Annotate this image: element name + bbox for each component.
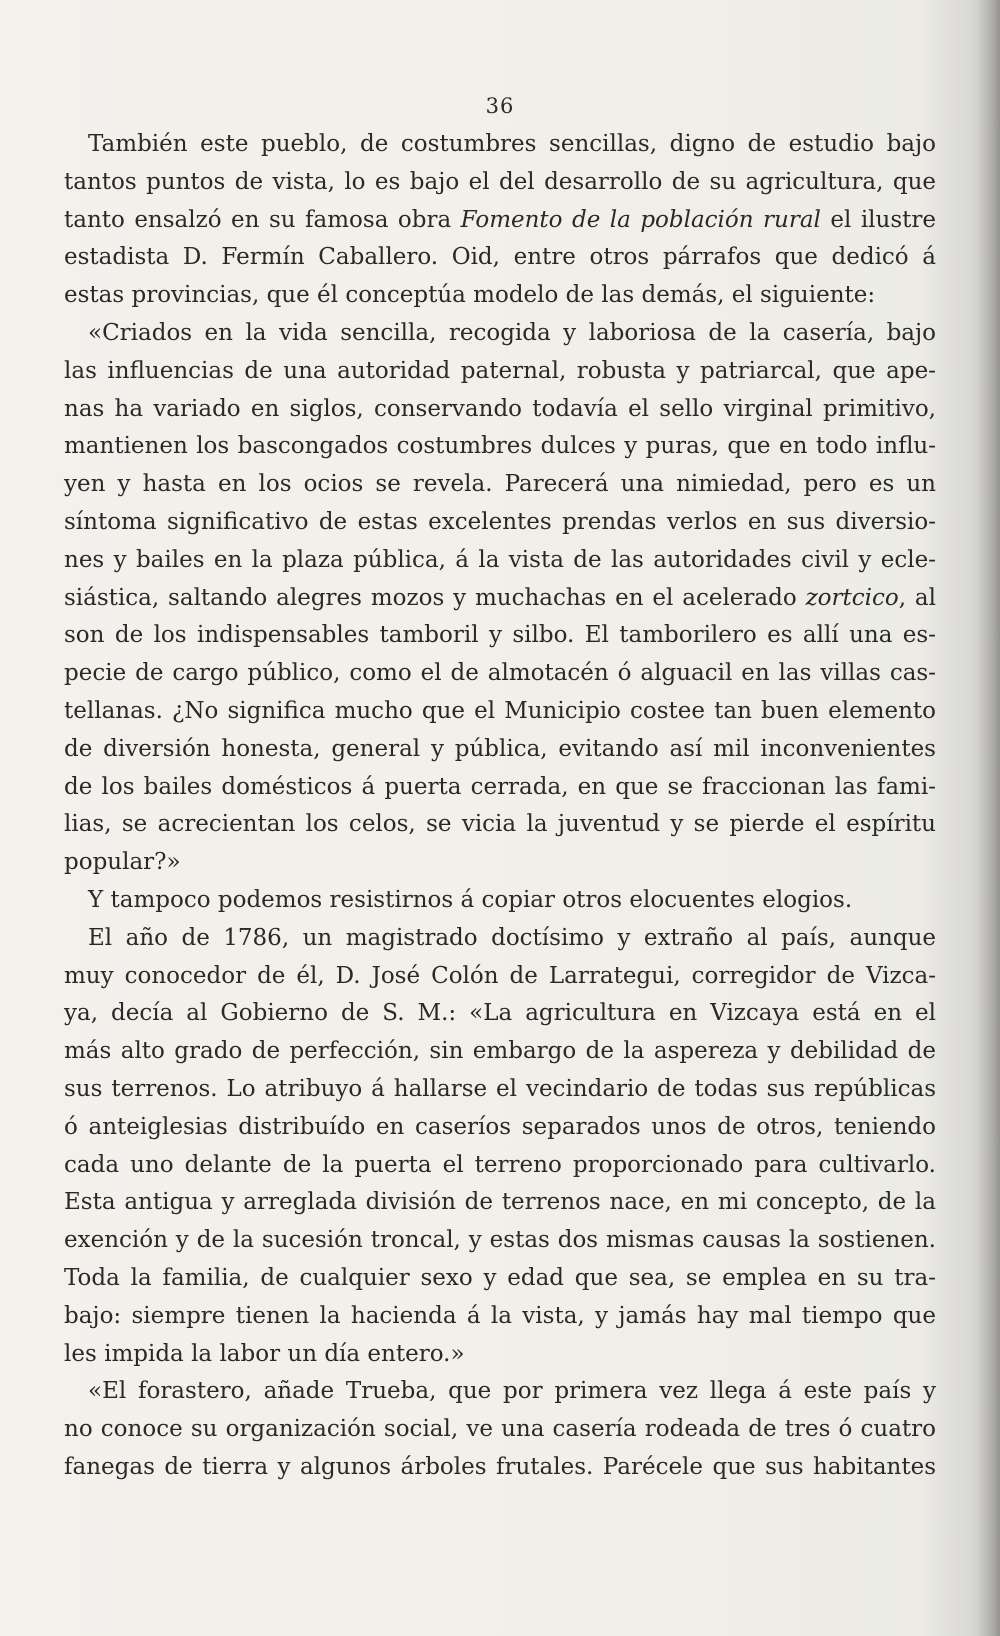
text-line <box>64 1336 936 1374</box>
text-segment: muy conocedor de él, D. José Colón de Larrategui, corregidor de Vizca- <box>64 962 936 989</box>
italic-text: Fomento de la población rural <box>460 206 821 233</box>
text-segment: síntoma significativo de estas excelentes prendas verlos en sus diversio- <box>64 508 936 535</box>
text-segment: nas ha variado en siglos, conservando todavía el sello virginal primitivo, <box>64 395 936 422</box>
text-segment: lias, se acrecientan los celos, se vicia la juventud y se pierde el espíritu <box>64 811 936 838</box>
text-segment: bajo: siempre tienen la hacienda á la vista, y jamás hay mal tiempo que <box>64 1302 936 1329</box>
text-segment: cada uno delante de la puerta el terreno proporcionado para cultivarlo. <box>64 1151 936 1178</box>
text-line <box>64 164 936 202</box>
text-line <box>64 580 936 618</box>
text-line <box>64 617 936 655</box>
text-line <box>64 1411 936 1449</box>
text-segment: Esta antigua y arreglada división de terrenos nace, en mi concepto, de la <box>64 1189 936 1216</box>
text-line <box>64 995 936 1033</box>
text-line <box>64 353 936 391</box>
text-line <box>64 1109 936 1147</box>
text-segment: les impida la labor un día entero.» <box>64 1340 465 1367</box>
text-segment: nes y bailes en la plaza pública, á la vista de las autoridades civil y ecle- <box>64 546 936 573</box>
text-segment: , al <box>898 584 936 611</box>
text-line <box>64 920 936 958</box>
text-segment: También este pueblo, de costumbres sencillas, digno de estudio bajo <box>88 131 936 157</box>
text-segment: de diversión honesta, general y pública, evitando así mil inconvenientes <box>64 735 936 762</box>
italic-text: zortcico <box>805 584 899 611</box>
text-line <box>64 655 936 693</box>
text-segment: estadista D. Fermín Caballero. Oid, entre otros párrafos que dedicó á <box>64 244 936 271</box>
text-line <box>64 693 936 731</box>
text-line <box>64 1449 936 1487</box>
text-segment: mantienen los bascongados costumbres dulces y puras, que en todo influ- <box>64 433 936 460</box>
text-segment: sus terrenos. Lo atribuyo á hallarse el vecindario de todas sus repúblicas <box>64 1075 936 1102</box>
body-text <box>64 126 936 1487</box>
text-segment: pecie de cargo público, como el de almotacén ó alguacil en las villas cas- <box>64 660 936 687</box>
text-line <box>64 958 936 996</box>
text-line <box>64 1071 936 1109</box>
text-line <box>64 391 936 429</box>
text-line <box>64 315 936 353</box>
text-segment: tellanas. ¿No significa mucho que el Municipio costee tan buen elemento <box>64 697 936 724</box>
text-segment: ó anteiglesias distribuído en caseríos separados unos de otros, teniendo <box>64 1113 936 1140</box>
text-line <box>64 769 936 807</box>
text-line <box>64 731 936 769</box>
text-line <box>64 239 936 277</box>
text-segment: tanto ensalzó en su famosa obra <box>64 206 461 233</box>
text-line <box>64 1260 936 1298</box>
page-number: 36 <box>485 94 515 118</box>
text-segment: fanegas de tierra y algunos árboles frutales. Parécele que sus habitantes <box>64 1453 936 1480</box>
page-edge-shadow <box>978 0 1000 1636</box>
text-line <box>64 1147 936 1185</box>
text-segment: Toda la familia, de cualquier sexo y edad que sea, se emplea en su tra- <box>64 1264 936 1291</box>
text-line <box>64 806 936 844</box>
text-line <box>64 466 936 504</box>
text-segment: tantos puntos de vista, lo es bajo el del desarrollo de su agricultura, que <box>64 168 936 195</box>
text-segment: más alto grado de perfección, sin embargo de la aspereza y debilidad de <box>64 1038 936 1065</box>
text-segment: el ilustre <box>820 206 936 233</box>
text-segment: «Criados en la vida sencilla, recogida y laboriosa de la casería, bajo <box>88 319 936 346</box>
text-segment: las influencias de una autoridad paternal, robusta y patriarcal, que ape- <box>64 357 936 384</box>
text-line <box>64 1298 936 1336</box>
text-line <box>64 277 936 315</box>
text-line <box>64 1033 936 1071</box>
text-segment: yen y hasta en los ocios se revela. Parecerá una nimiedad, pero es un <box>64 471 936 498</box>
text-segment: estas provincias, que él conceptúa modelo de las demás, el siguiente: <box>64 282 876 309</box>
text-segment: no conoce su organización social, ve una casería rodeada de tres ó cuatro <box>64 1416 936 1443</box>
text-line <box>64 542 936 580</box>
text-segment: son de los indispensables tamboril y silbo. El tamborilero es allí una es- <box>64 622 936 649</box>
text-line <box>64 1222 936 1260</box>
text-segment: Y tampoco podemos resistirnos á copiar otros elocuentes elogios. <box>88 886 853 913</box>
text-line <box>64 428 936 466</box>
text-line <box>64 126 936 164</box>
text-line <box>64 1373 936 1411</box>
text-segment: ya, decía al Gobierno de S. M.: «La agricultura en Vizcaya está en el <box>64 1000 936 1027</box>
text-line <box>64 504 936 542</box>
text-line <box>64 882 936 920</box>
text-line <box>64 202 936 240</box>
text-segment: «El forastero, añade Trueba, que por primera vez llega á este país y <box>88 1378 936 1405</box>
text-line <box>64 844 936 882</box>
text-segment: popular?» <box>64 849 181 876</box>
text-line <box>64 1184 936 1222</box>
text-segment: de los bailes domésticos á puerta cerrada, en que se fraccionan las fami- <box>64 773 936 800</box>
text-segment: siástica, saltando alegres mozos y muchachas en el acelerado <box>64 584 806 611</box>
text-segment: exención y de la sucesión troncal, y estas dos mismas causas la sostienen. <box>64 1227 936 1254</box>
text-segment: El año de 1786, un magistrado doctísimo y extraño al país, aunque <box>88 924 936 951</box>
